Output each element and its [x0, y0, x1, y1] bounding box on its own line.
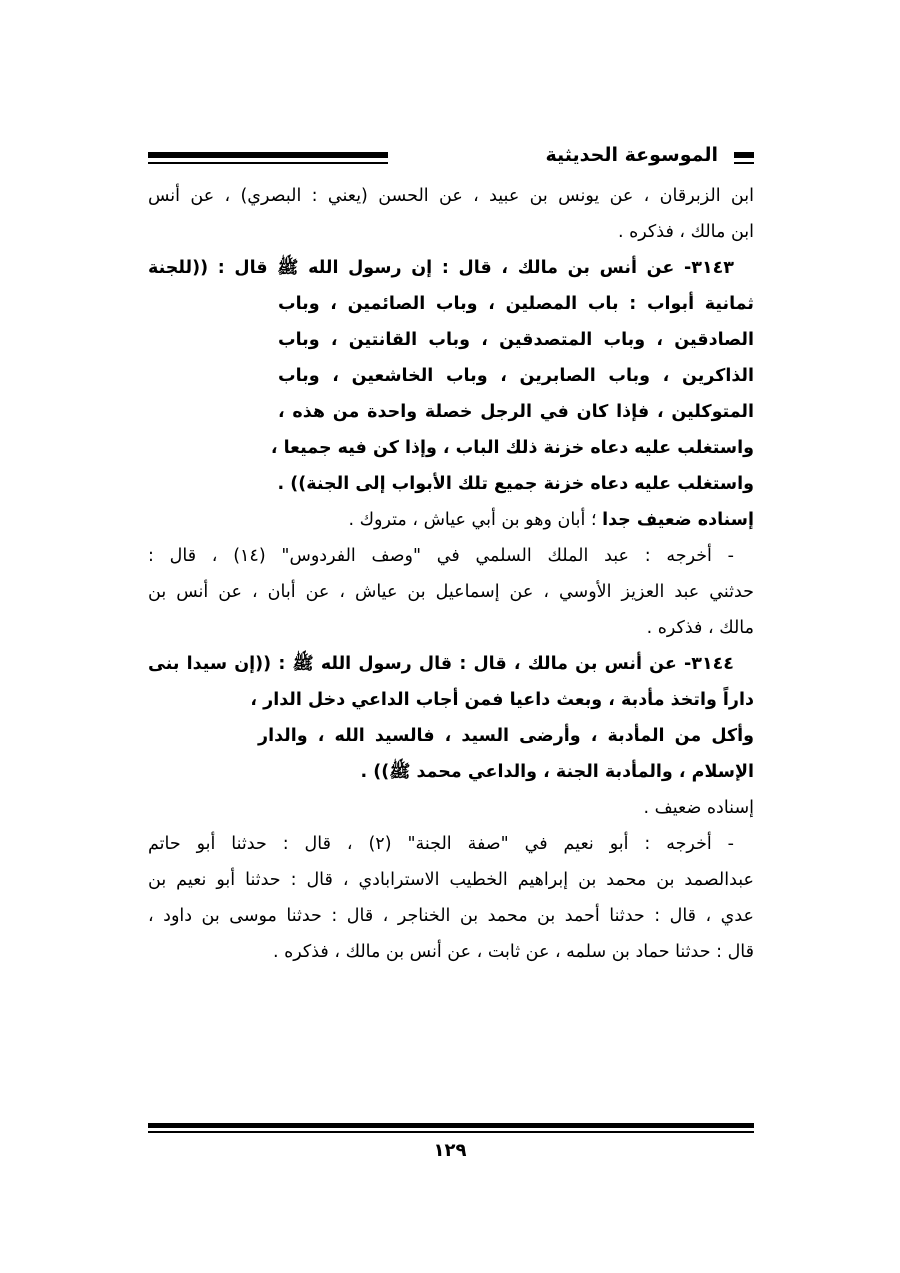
hadith-line: الصادقين ، وباب المتصدقين ، وباب القانتين ، وباب — [278, 330, 754, 350]
header-rule-left-thin — [148, 162, 388, 164]
footer-rule-thin — [148, 1131, 754, 1133]
hadith-line: واستغلب عليه دعاه خزنة جميع تلك الأبواب إلى الجنة)) . — [277, 474, 754, 494]
text-line: ابن الزبرقان ، عن يونس بن عبيد ، عن الحسن (يعني : البصري) ، عن أنس — [148, 186, 754, 206]
text-line: قال : حدثنا حماد بن سلمه ، عن ثابت ، عن أنس بن مالك ، فذكره . — [272, 942, 754, 962]
text-line: عبدالصمد بن محمد بن إبراهيم الخطيب الاسترابادي ، قال : حدثنا أبو نعيم بن — [148, 870, 754, 890]
page-body — [148, 178, 754, 970]
text-line: ابن مالك ، فذكره . — [617, 222, 754, 242]
text-line: حدثني عبد العزيز الأوسي ، عن إسماعيل بن عياش ، عن أبان ، عن أنس بن — [148, 582, 754, 602]
isnad-grading: إسناده ضعيف . — [643, 798, 754, 818]
hadith-line: الإسلام ، والمأدبة الجنة ، والداعي محمد ﷺ)) . — [360, 762, 754, 782]
header-rule-left — [148, 152, 388, 158]
hadith-line: ثمانية أبواب : باب المصلين ، وباب الصائمين ، وباب — [278, 294, 754, 314]
hadith-line: داراً واتخذ مأدبة ، وبعث داعيا فمن أجاب الداعي دخل الدار ، — [250, 690, 754, 710]
footer-rule-thick — [148, 1123, 754, 1128]
page-header — [148, 140, 754, 170]
grading-note: ؛ أبان وهو بن أبي عياش ، متروك . — [348, 510, 603, 530]
hadith-line: الذاكرين ، وباب الصابرين ، وباب الخاشعين ، وباب — [278, 366, 754, 386]
isnad-grading — [148, 502, 754, 538]
header-rule-right-thin — [734, 162, 754, 164]
hadith-line: ٣١٤٤- عن أنس بن مالك ، قال : قال رسول الله ﷺ : ((إن سيدا بنى — [148, 654, 734, 674]
hadith-line: ٣١٤٣- عن أنس بن مالك ، قال : إن رسول الله ﷺ قال : ((للجنة — [148, 258, 734, 278]
hadith-3143 — [148, 250, 754, 502]
hadith-line: وأكل من المأدبة ، وأرضى السيد ، فالسيد الله ، والدار — [258, 726, 754, 746]
book-title: الموسوعة الحديثية — [545, 144, 718, 166]
grading-label: إسناده ضعيف جدا — [602, 510, 754, 530]
header-rule-right — [734, 152, 754, 158]
page-footer-rule — [148, 1123, 754, 1133]
text-line: مالك ، فذكره . — [646, 618, 754, 638]
text-line: - أخرجه : عبد الملك السلمي في "وصف الفردوس" (١٤) ، قال : — [148, 546, 734, 566]
text-line: عدي ، قال : حدثنا أحمد بن محمد بن الخناجر ، قال : حدثنا موسى بن داود ، — [148, 906, 754, 926]
page-number: ١٢٩ — [433, 1140, 467, 1161]
text-line: - أخرجه : أبو نعيم في "صفة الجنة" (٢) ، قال : حدثنا أبو حاتم — [148, 834, 734, 854]
hadith-line: واستغلب عليه دعاه خزنة ذلك الباب ، وإذا كن فيه جميعا ، — [270, 438, 754, 458]
hadith-3144 — [148, 646, 754, 790]
hadith-line: المتوكلين ، فإذا كان في الرجل خصلة واحدة من هذه ، — [278, 402, 754, 422]
